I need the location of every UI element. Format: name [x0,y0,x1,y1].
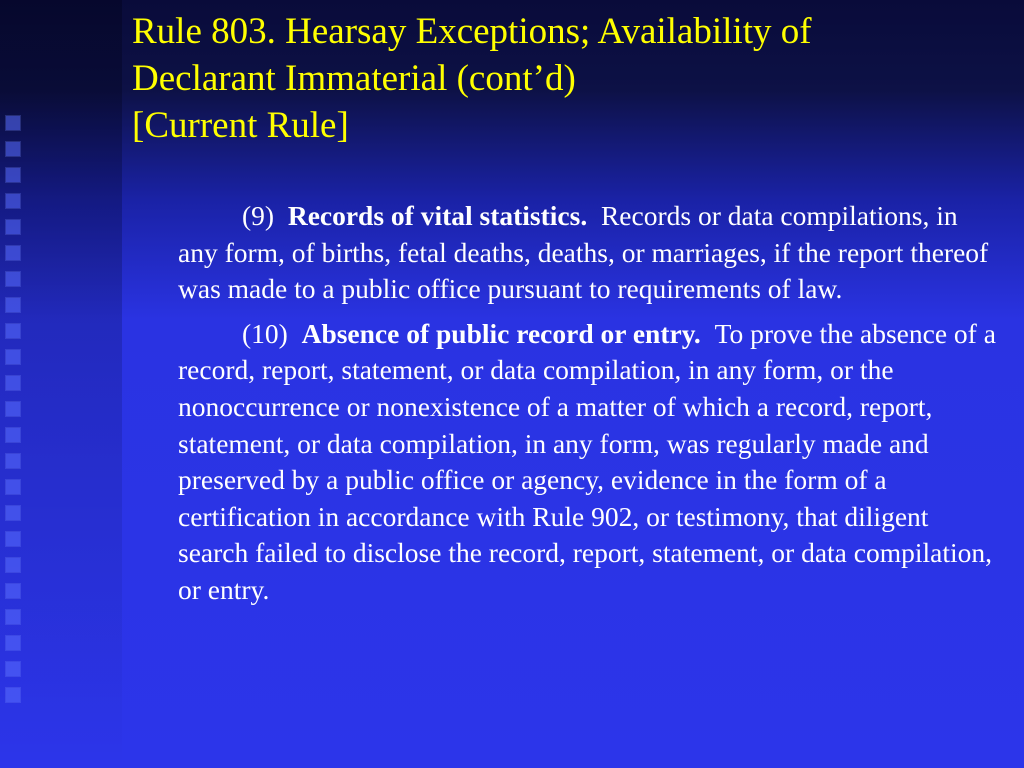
decorative-square [6,116,20,130]
decorative-square [6,480,20,494]
decorative-square [6,142,20,156]
decorative-square [6,584,20,598]
decorative-square-column [6,116,30,714]
title-line: Rule 803. Hearsay Exceptions; Availability of [132,11,812,52]
decorative-square [6,298,20,312]
paragraph-number: (9) [242,200,275,231]
decorative-square [6,558,20,572]
decorative-square [6,324,20,338]
decorative-square [6,662,20,676]
paragraph-10 [178,316,998,609]
slide-title [132,8,1012,149]
decorative-square [6,272,20,286]
slide-body [178,198,998,617]
decorative-square [6,454,20,468]
decorative-square [6,532,20,546]
decorative-square [6,688,20,702]
paragraph-number: (10) [242,317,288,349]
decorative-square [6,402,20,416]
decorative-square [6,636,20,650]
decorative-square [6,246,20,260]
decorative-square [6,168,20,182]
paragraph-heading: Absence of public record or entry. [301,317,701,349]
paragraph-text: To prove the absence of a record, report, statement, or data compilation, in any form, or the nonoccurrence or nonexistence of a matter of which a record, report, statement, or data compilation, in any form, was regularly made and preserved by a public office or agency, evidence in the form of a certification in accordance with Rule 902, or testimony, that diligent search failed to disclose the record, report, statement, or data compilation, or entry. [178,317,996,605]
decorative-square [6,610,20,624]
paragraph-heading: Records of vital statistics. [287,200,588,231]
title-line: [Current Rule] [132,105,349,146]
decorative-square [6,506,20,520]
decorative-square [6,350,20,364]
paragraph-text: Records or data compilations, in any form, of births, fetal deaths, deaths, or marriages, if the report thereof was made to a public office pursuant to requirements of law. [178,200,989,305]
decorative-square [6,376,20,390]
title-line: Declarant Immaterial (cont’d) [132,58,576,99]
decorative-square [6,220,20,234]
decorative-square [6,194,20,208]
paragraph-9 [178,198,998,308]
decorative-square [6,428,20,442]
